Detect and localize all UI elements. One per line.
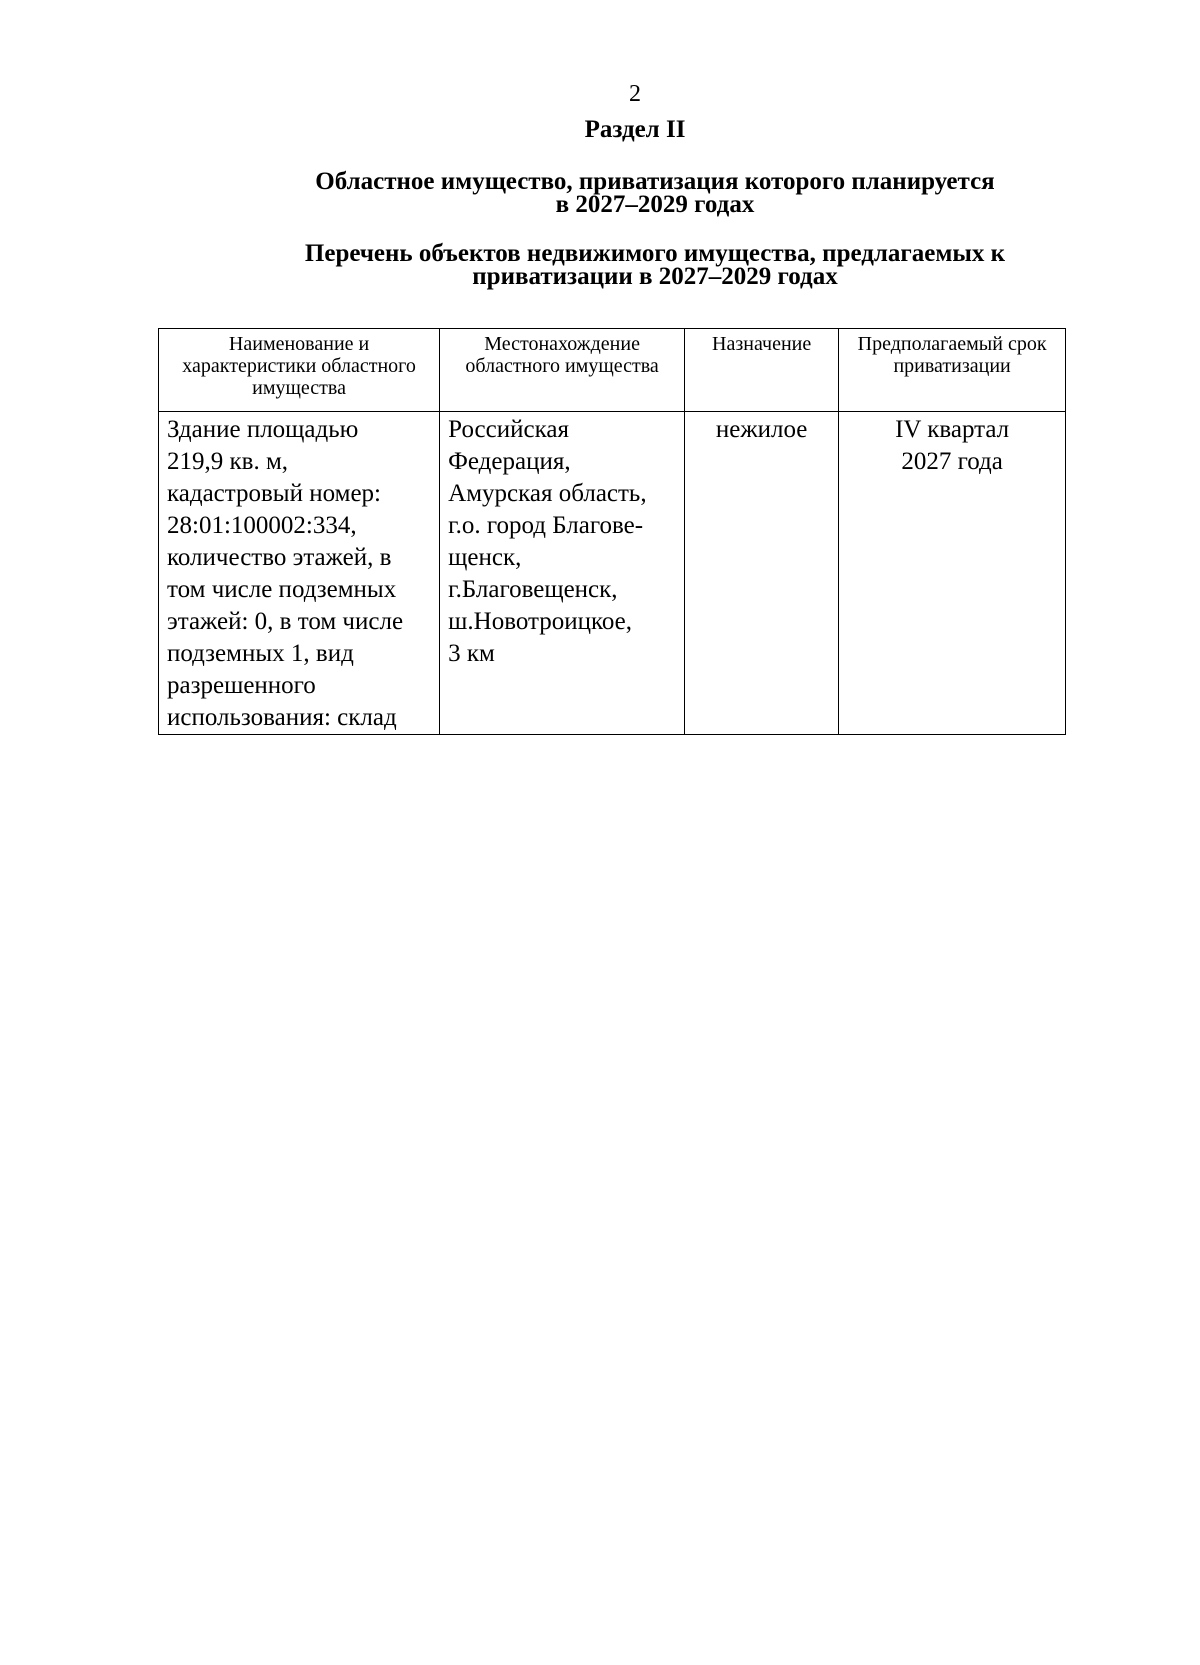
cell-location (440, 412, 685, 735)
section-title: Раздел II (584, 116, 686, 143)
cell-line: щенск, (448, 544, 522, 571)
cell-line: 3 км (448, 640, 495, 667)
heading-line: в 2027–2029 годах (555, 191, 755, 218)
cell-line: Амурская область, (448, 480, 647, 507)
table-row (159, 412, 1066, 735)
cell-line: том числе подземных (167, 576, 397, 603)
cell-line: 2027 года (901, 448, 1003, 475)
heading-line: Перечень объектов недвижимого имущества, предлагаемых к (304, 240, 1006, 267)
cell-line: 28:01:100002:334, (167, 512, 357, 539)
header-purpose: Назначение (685, 329, 839, 412)
cell-line: количество этажей, в (167, 544, 392, 571)
cell-purpose (685, 412, 839, 735)
header-name: Наименование и характеристики областного имущества (159, 329, 440, 412)
cell-line: ш.Новотроицкое, (448, 608, 633, 635)
property-table (158, 328, 1066, 735)
cell-line: г.Благовещенск, (448, 576, 618, 603)
cell-line: Здание площадью (167, 416, 359, 443)
document-heading (230, 170, 1080, 216)
header-term: Предполагаемый срок приватизации (839, 329, 1066, 412)
page-number: 2 (629, 81, 641, 107)
heading-line: приватизации в 2027–2029 годах (472, 263, 838, 290)
heading-line: Областное имущество, приватизация которого планируется (315, 168, 995, 195)
cell-line: г.о. город Благове- (448, 512, 644, 539)
cell-line: 219,9 кв. м, (167, 448, 289, 475)
cell-line: IV квартал (895, 416, 1010, 443)
cell-line: этажей: 0, в том числе (167, 608, 404, 635)
cell-name (159, 412, 440, 735)
cell-line: Федерация, (448, 448, 571, 475)
cell-line: разрешенного (167, 672, 316, 699)
table-header-row (159, 329, 1066, 412)
cell-line: Российская (448, 416, 569, 443)
cell-term (839, 412, 1066, 735)
cell-line: нежилое (715, 416, 808, 443)
cell-line: использования: склад (167, 704, 397, 731)
cell-line: подземных 1, вид (167, 640, 354, 667)
header-location: Местонахождение областного имущества (440, 329, 685, 412)
list-heading (230, 242, 1080, 288)
cell-line: кадастровый номер: (167, 480, 382, 507)
